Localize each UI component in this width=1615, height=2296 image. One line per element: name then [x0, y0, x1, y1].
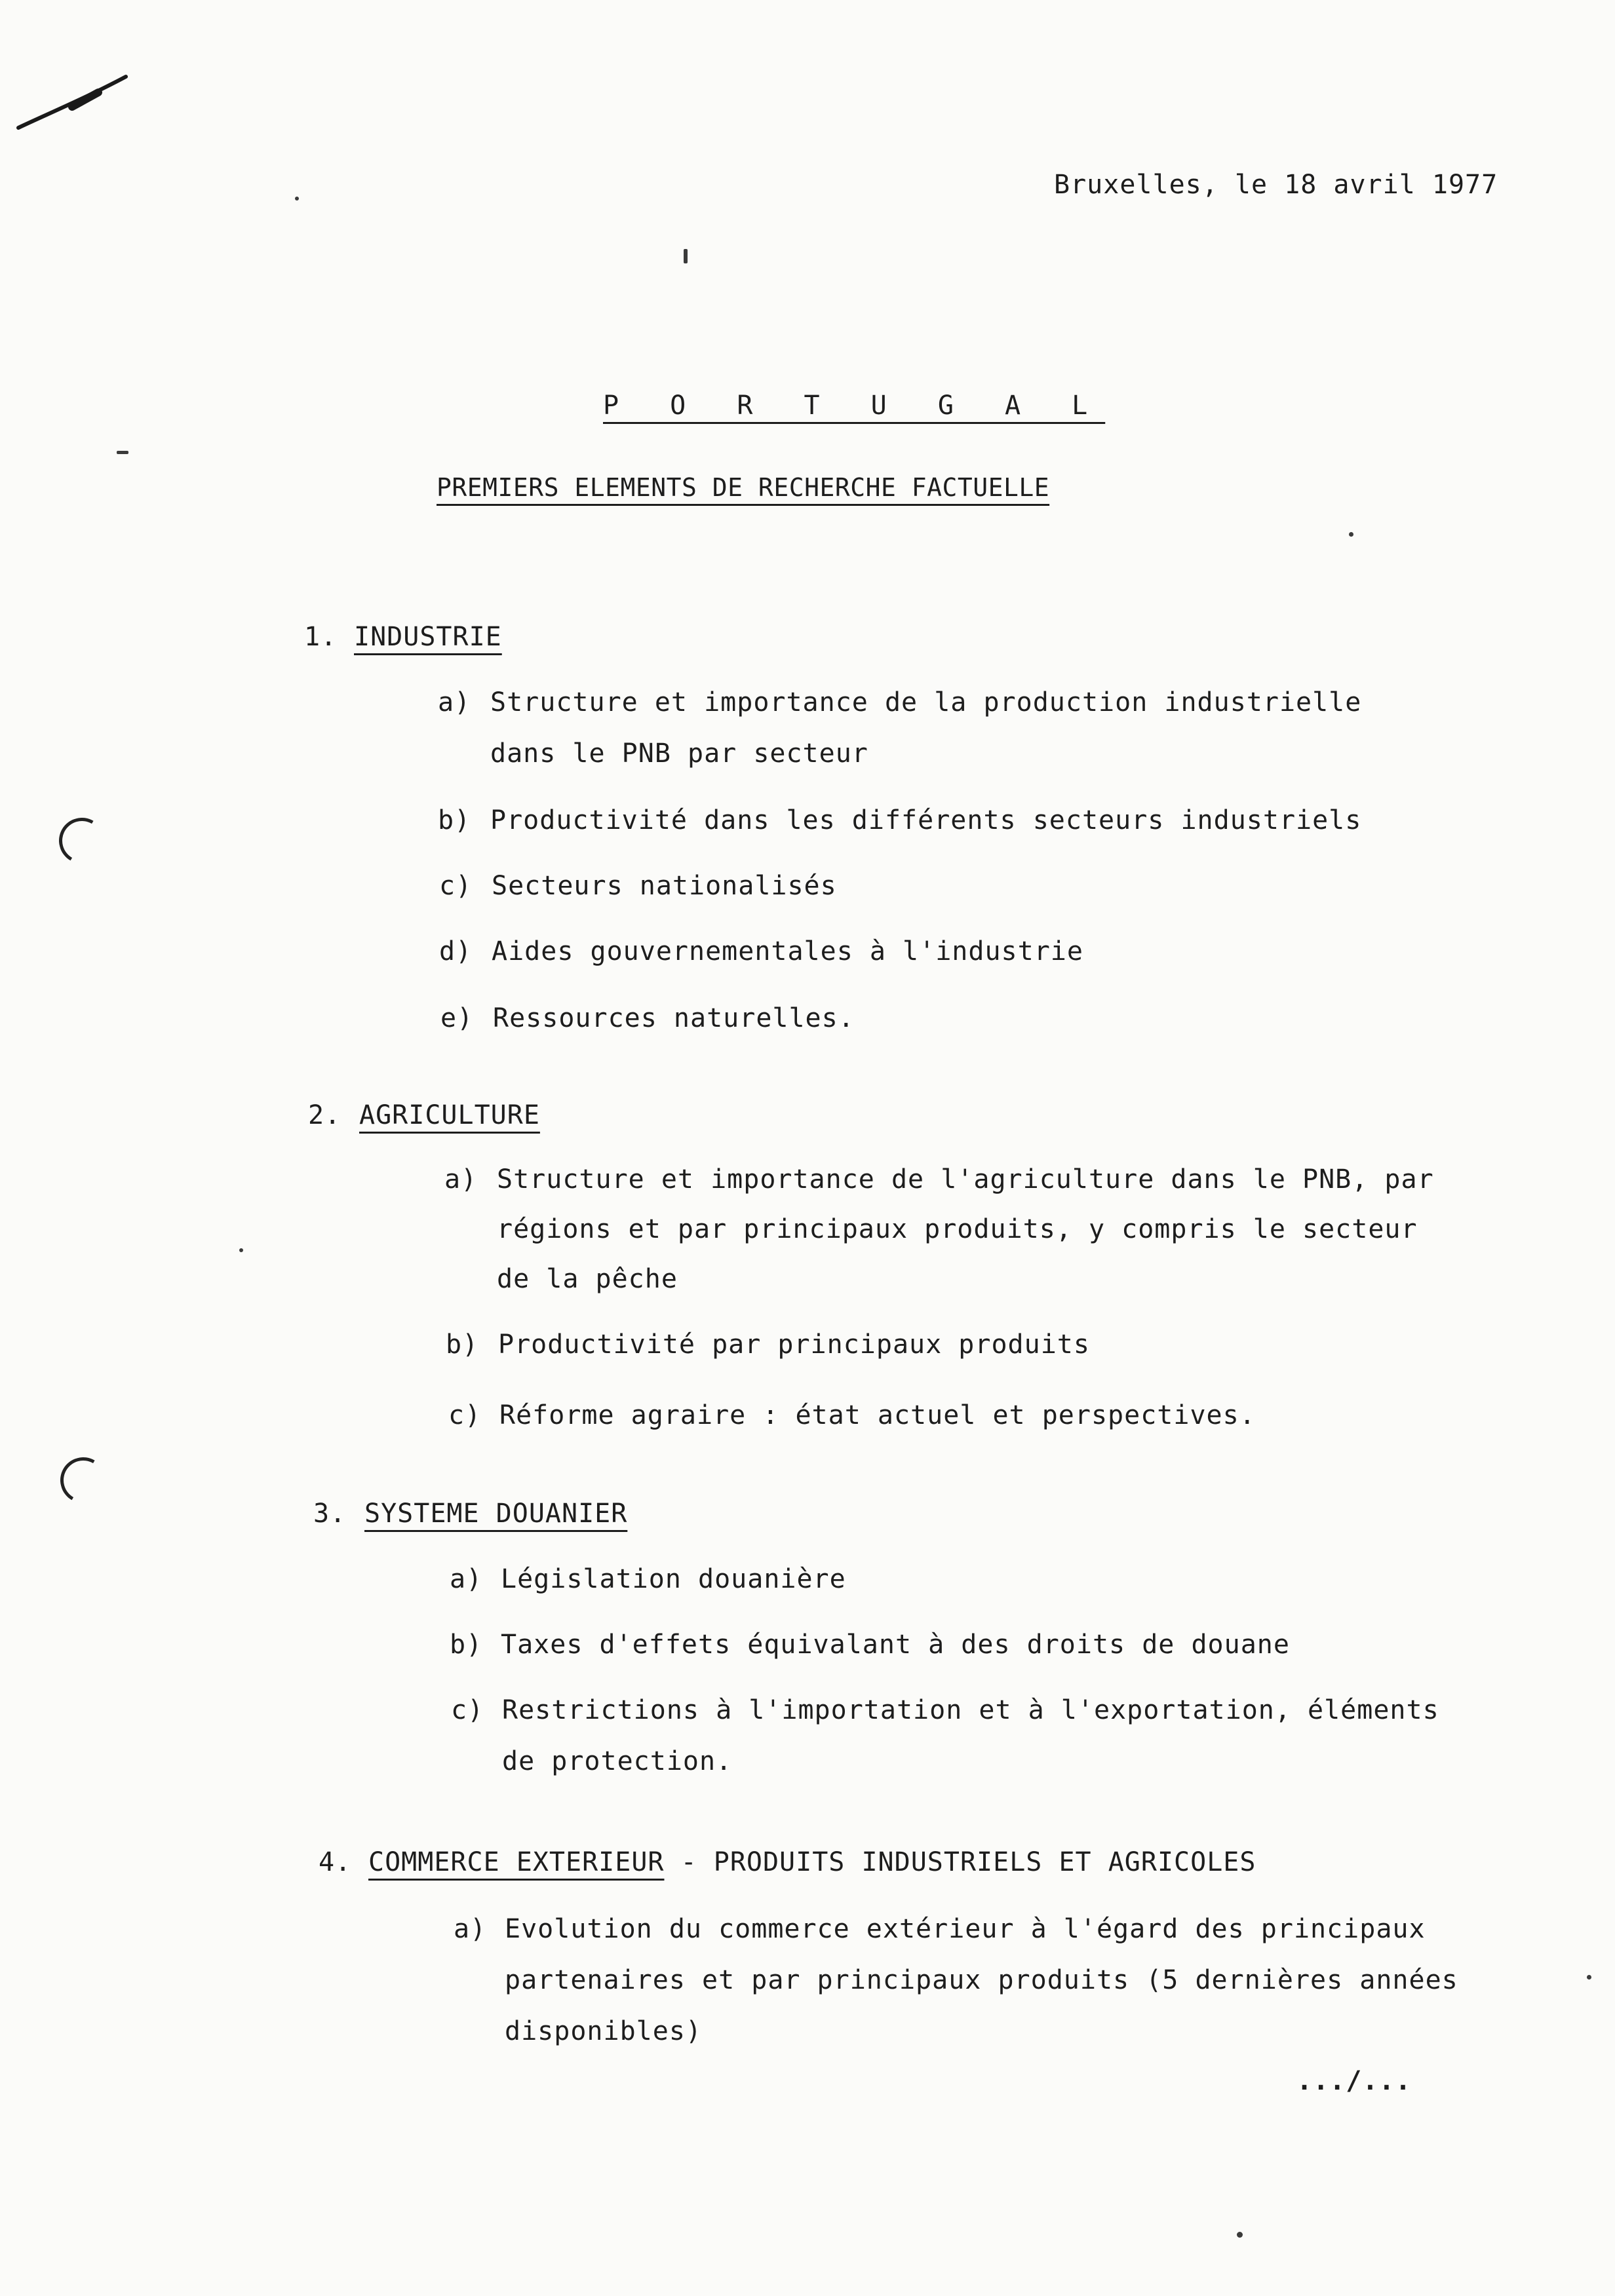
dateline: Bruxelles, le 18 avril 1977: [1054, 170, 1498, 200]
document-title: P O R T U G A L: [603, 391, 1106, 421]
section-number: 1.: [304, 622, 338, 652]
item-letter: c): [451, 1695, 484, 1725]
item-text: Productivité par principaux produits: [498, 1330, 1090, 1360]
binder-hole-mark-bottom: [55, 1452, 111, 1508]
item-letter: a): [438, 687, 471, 718]
item-letter: d): [439, 936, 473, 966]
scan-speck: [117, 451, 128, 454]
scan-speck: [684, 249, 688, 263]
item-text: Secteurs nationalisés: [492, 871, 837, 901]
document-subtitle: PREMIERS ELEMENTS DE RECHERCHE FACTUELLE: [437, 473, 1050, 502]
continuation-mark: .../...: [1296, 2066, 1412, 2096]
item-text: de la pêche: [497, 1264, 678, 1294]
section-number: 4.: [319, 1847, 352, 1877]
item-text: Réforme agraire : état actuel et perspectives.: [499, 1400, 1256, 1430]
item-text: Productivité dans les différents secteurs industriels: [490, 805, 1362, 835]
item-letter: a): [450, 1564, 483, 1594]
item-text: de protection.: [502, 1746, 733, 1776]
item-text: Structure et importance de l'agriculture dans le PNB, par: [497, 1164, 1434, 1195]
item-text: Structure et importance de la production industrielle: [490, 687, 1362, 718]
item-letter: b): [438, 805, 471, 835]
scan-speck: [1237, 2232, 1243, 2238]
item-text: Taxes d'effets équivalant à des droits de douane: [501, 1630, 1290, 1660]
scan-speck: [1587, 1975, 1591, 1980]
item-letter: c): [448, 1400, 482, 1430]
scan-speck: [239, 1248, 243, 1252]
section-number: 3.: [313, 1499, 347, 1529]
item-text: Législation douanière: [501, 1564, 846, 1594]
section-heading-row: [368, 1849, 1256, 1875]
item-letter: a): [444, 1164, 478, 1195]
item-text: partenaires et par principaux produits (5 dernières années: [505, 1965, 1458, 1995]
item-letter: e): [440, 1003, 474, 1033]
item-text: disponibles): [505, 2016, 702, 2046]
item-text: Restrictions à l'importation et à l'exportation, éléments: [502, 1695, 1439, 1725]
item-letter: a): [454, 1914, 487, 1944]
item-text: Ressources naturelles.: [493, 1003, 855, 1033]
section-heading: COMMERCE EXTERIEUR: [368, 1847, 665, 1877]
item-text: régions et par principaux produits, y compris le secteur: [497, 1214, 1418, 1244]
scan-speck: [1349, 532, 1353, 537]
item-letter: b): [446, 1330, 479, 1360]
item-text: dans le PNB par secteur: [490, 738, 868, 769]
section-heading: INDUSTRIE: [354, 622, 502, 652]
binder-hole-mark-top: [54, 813, 110, 869]
section-heading: AGRICULTURE: [359, 1100, 540, 1130]
scan-speck: [295, 197, 299, 201]
item-text: Evolution du commerce extérieur à l'égard des principaux: [505, 1914, 1426, 1944]
item-text: Aides gouvernementales à l'industrie: [492, 936, 1083, 966]
section-heading-suffix: - PRODUITS INDUSTRIELS ET AGRICOLES: [664, 1847, 1256, 1877]
item-letter: c): [439, 871, 473, 901]
section-number: 2.: [308, 1100, 341, 1130]
item-letter: b): [450, 1630, 483, 1660]
section-heading: SYSTEME DOUANIER: [364, 1499, 628, 1529]
pen-mark-icon: [13, 62, 131, 141]
